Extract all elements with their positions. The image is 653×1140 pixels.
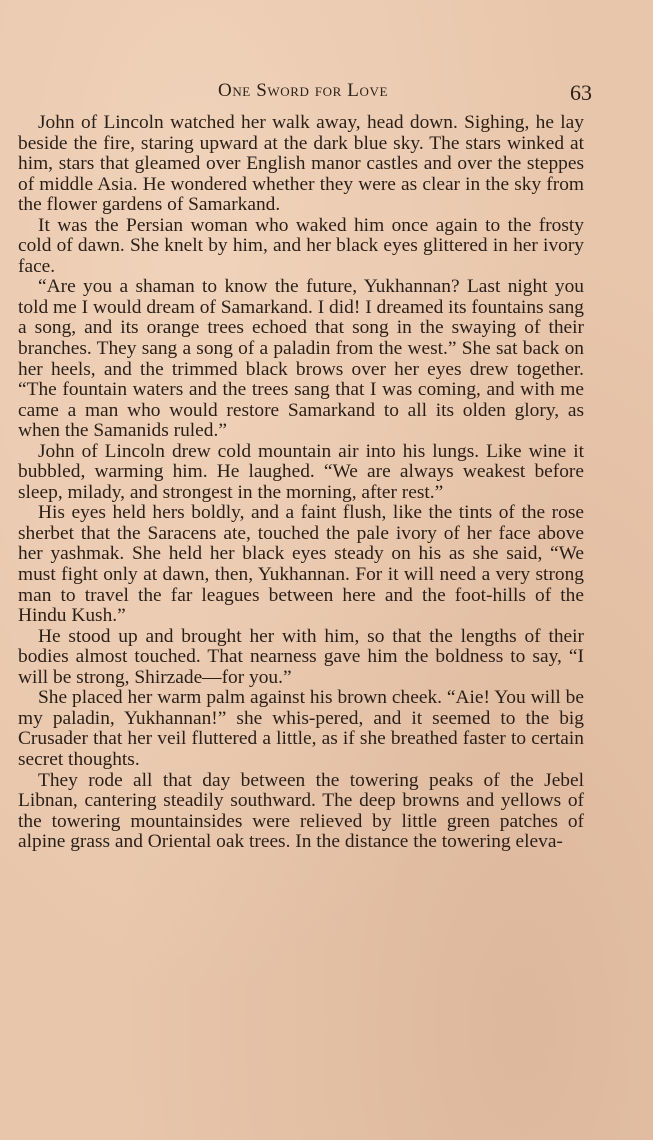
paragraph: It was the Persian woman who waked him once again to the frosty cold of dawn. She knelt by him, and her black eyes glittered in her ivory face. (18, 214, 584, 277)
body-text (18, 113, 584, 853)
page-header (18, 80, 592, 108)
page-number: 63 (570, 80, 592, 105)
paragraph: John of Lincoln drew cold mountain air into his lungs. Like wine it bubbled, warming him. He laughed. “We are always weakest before sleep, milady, and strongest in the morning, after rest.” (18, 440, 584, 503)
paragraph: They rode all that day between the towering peaks of the Jebel Libnan, cantering steadily southward. The deep browns and yellows of the towering mountainsides were relieved by little green patches of alpine grass and Oriental oak trees. In the distance the towering eleva- (18, 769, 584, 853)
paragraph: She placed her warm palm against his brown cheek. “Aie! You will be my paladin, Yukhannan!” she whis-pered, and it seemed to the big Crusader that her veil fluttered a little, as if she breathed faster to certain secret thoughts. (18, 687, 584, 770)
paragraph: John of Lincoln watched her walk away, head down. Sighing, he lay beside the fire, staring upward at the dark blue sky. The stars winked at him, stars that gleamed over English manor castles and over the steppes of middle Asia. He wondered whether they were as clear in the sky from the flower gardens of Samarkand. (18, 112, 584, 216)
paragraph: He stood up and brought her with him, so that the lengths of their bodies almost touched. That nearness gave him the boldness to say, “I will be strong, Shirzade—for you.” (18, 625, 584, 688)
paragraph: His eyes held hers boldly, and a faint flush, like the tints of the rose sherbet that the Saracens ate, touched the pale ivory of her face above her yashmak. She held her black eyes steady on his as she said, “We must fight only at dawn, then, Yukhannan. For it will need a very strong man to travel the far leagues between here and the foot-hills of the Hindu Kush.” (18, 502, 584, 627)
paragraph: “Are you a shaman to know the future, Yukhannan? Last night you told me I would dream of Samarkand. I did! I dreamed its fountains sang a song, and its orange trees echoed that song in the swaying of their branches. They sang a song of a paladin from the west.” She sat back on her heels, and the trimmed black brows over her eyes drew together. “The fountain waters and the trees sang that I was coming, and with me came a man who would restore Samarkand to all its olden glory, as when the Samanids ruled.” (18, 276, 584, 442)
running-head: One Sword for Love (218, 80, 388, 101)
